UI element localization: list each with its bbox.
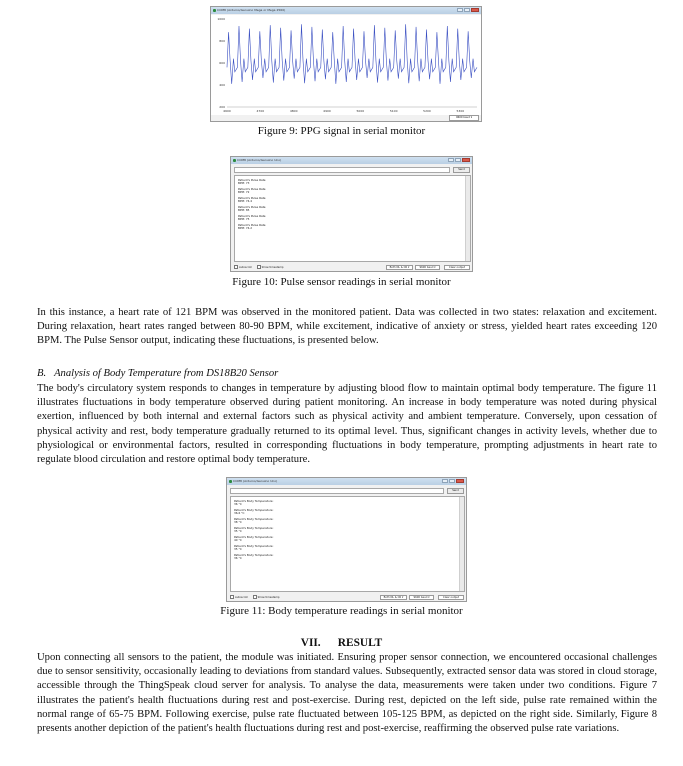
readings-list [234,500,464,561]
x-tick-label: 5200 [423,109,431,113]
reading-label: Patient's Body Temperature: [234,499,274,503]
y-tick-label: 400 [219,83,225,87]
figure11-caption: Figure 11: Body temperature readings in serial monitor [220,605,463,617]
reading-entry [234,536,464,543]
timestamp-checkbox[interactable] [253,595,257,599]
window-title-bar [227,478,466,485]
timestamp-checkbox[interactable] [257,265,261,269]
reading-label: Patient's Body Temperature: [234,544,274,548]
paragraph-result: Upon connecting all sensors to the patient, the module was initiated. Ensuring proper sensor connection, we encountered occasional challenges due to sensor sensitivity, occasionally leading to deviations from standard values. Subsequently, extracted sensor data was stored in cloud storage, accessible through the ThingSpeak cloud server for analysis. To analyse the data, measurements were taken under two conditions. Figure 7 illustrates the patient's health fluctuations during rest and post-exercise. During rest, depicted on the left side, pulse rate remained within the normal range of 65-75 BPM. Following exercise, pulse rate fluctuated between 105-125 BPM, as depicted on the right side. Similarly, Figure 8 presents another depiction of the patient's health fluctuations during rest and post-exercise, reaffirming the observed pulse rate variations. [37,652,657,735]
reading-value: 35 °C [234,547,242,552]
autoscroll-checkbox[interactable] [230,595,234,599]
paragraph-body-temperature: The body's circulatory system responds to changes in temperature by adjusting blood flow to maintain optimal body temperature. The figure 11 illustrates fluctuations in body temperature observed during patient monitoring. An increase in body temperature was noted during physical exertion, influenced by both internal and external factors such as physical activity and ambient temperature. Conversely, upon cessation of physical activity and rest, body temperature gradually returned to its optimal level. Thus, significant changes in activity levels, whether due to physiological or environmental factors, resulted in corresponding fluctuations in body temperature, prompting adjustments in heart rate to regulate blood circulation and restore optimal body temperature. [37,383,657,466]
reading-entry [234,527,464,534]
reading-value: 36 °C [234,556,242,561]
close-button[interactable] [456,479,464,483]
x-tick-label: 4800 [289,109,298,113]
reading-label: Patient's Pulse Rate [238,223,266,227]
reading-value: BPM: 72 [238,190,250,195]
baud-value: 9600 baud [413,596,428,599]
baud-select[interactable]: 9600 baud ▾ [415,265,440,270]
reading-label: Patient's Pulse Rate [238,205,266,209]
reading-entry [238,197,470,204]
reading-value: 38 °C [234,520,242,525]
window-title-bar [211,7,481,14]
minimize-button[interactable] [448,158,454,162]
window-title: COM8 (Arduino/Genuino Uno) [233,479,278,483]
reading-value: 35 °C [234,529,242,534]
paragraph-heart-rate: In this instance, a heart rate of 121 BPM was observed in the monitored patient. Data was collected in two states: relaxation and excitement. During relaxation, heart rates ranged between 80-90 BPM, while excitement, indicative of anxiety or stress, yielded heart rates exceeding 120 BPM. The Pulse Sensor output, indicating these fluctuations, is presented below. [37,307,657,347]
window-title-bar [231,157,472,164]
x-tick-label: 5100 [389,109,398,113]
baud-value: 9600 baud [419,266,434,269]
close-button[interactable] [471,8,479,12]
clear-output-label: Clear output [448,266,466,269]
timestamp-label: Show timestamp [261,266,284,269]
send-button[interactable]: Send [453,167,470,173]
send-input[interactable] [230,488,444,494]
y-tick-label: 800 [219,39,225,43]
readings-list [238,179,470,231]
reading-value: BPM: 74.4 [238,199,253,204]
reading-value: BPM: 85 [238,208,250,213]
reading-entry [238,179,470,186]
y-tick-label: 200 [219,105,225,109]
reading-entry [238,215,470,222]
window-title: COM8 (Arduino/Genuino Mega or Mega 2560) [217,8,286,12]
scrollbar[interactable] [465,176,470,261]
reading-label: Patient's Pulse Rate [238,196,266,200]
figure10-monitor-window [230,156,473,272]
reading-entry [238,206,470,213]
line-ending-value: Both NL & CR [389,266,408,269]
timestamp-label: Show timestamp [257,596,280,599]
baud-value: 9600 baud [455,116,470,119]
ppg-chart [211,15,481,115]
reading-entry [234,518,464,525]
figure9-plotter-window [210,6,482,122]
reading-entry [234,545,464,552]
reading-label: Patient's Body Temperature: [234,508,274,512]
maximize-button[interactable] [449,479,455,483]
reading-label: Patient's Body Temperature: [234,517,274,521]
reading-entry [234,500,464,507]
line-ending-select[interactable]: Both NL & CR ▾ [380,595,407,600]
serial-output [234,175,471,262]
figure11-monitor-window [226,477,467,602]
reading-entry [238,188,470,195]
clear-output-button[interactable] [444,265,470,270]
minimize-button[interactable] [442,479,448,483]
reading-value: BPM: 75 [238,217,250,222]
autoscroll-label: Autoscroll [239,266,252,269]
clear-output-label: Clear output [442,596,460,599]
figure9-caption: Figure 9: PPG signal in serial monitor [257,125,426,137]
monitor-footer [234,265,469,270]
reading-value: BPM: 74.2 [238,226,253,231]
window-title: COM8 (Arduino/Genuino Uno) [237,158,282,162]
line-ending-select[interactable]: Both NL & CR ▾ [386,265,413,270]
serial-output [230,496,465,592]
x-tick-label: 4600 [223,109,231,113]
maximize-button[interactable] [455,158,461,162]
arduino-icon [213,9,216,12]
y-tick-label: 600 [219,61,225,65]
subsection-heading: B. Analysis of Body Temperature from DS18B20 Sensor [37,368,279,379]
reading-label: Patient's Body Temperature: [234,535,274,539]
arduino-icon [229,480,232,483]
autoscroll-checkbox[interactable] [234,265,238,269]
autoscroll-label: Autoscroll [235,596,248,599]
reading-entry [234,509,464,516]
reading-value: 40 °C [234,538,242,543]
reading-value: BPM: 73 [238,181,250,186]
reading-value: 36 °C [234,502,242,507]
arduino-icon [233,159,236,162]
baud-select[interactable]: 9600 baud ▾ [449,115,479,121]
reading-label: Patient's Body Temperature: [234,553,274,557]
reading-label: Patient's Pulse Rate [238,187,266,191]
scrollbar[interactable] [459,497,464,591]
close-button[interactable] [462,158,470,162]
send-input[interactable] [234,167,450,173]
monitor-footer [230,595,463,600]
reading-label: Patient's Pulse Rate [238,178,266,182]
clear-output-button[interactable] [438,595,464,600]
reading-value: 36.6 °C [234,511,245,516]
x-tick-label: 5300 [456,109,465,113]
reading-label: Patient's Body Temperature: [234,526,274,530]
line-ending-value: Both NL & CR [383,596,402,599]
minimize-button[interactable] [457,8,463,12]
x-tick-label: 4700 [256,109,265,113]
x-tick-label: 5000 [356,109,365,113]
baud-select[interactable]: 9600 baud ▾ [409,595,434,600]
figure10-caption: Figure 10: Pulse sensor readings in serial monitor [232,276,451,288]
x-tick-label: 4900 [323,109,331,113]
section-heading-result: VII. RESULT [300,637,383,649]
reading-entry [234,554,464,561]
reading-label: Patient's Pulse Rate [238,214,266,218]
y-tick-label: 1000 [217,17,225,21]
reading-entry [238,224,470,231]
maximize-button[interactable] [464,8,470,12]
send-button[interactable]: Send [447,488,464,494]
